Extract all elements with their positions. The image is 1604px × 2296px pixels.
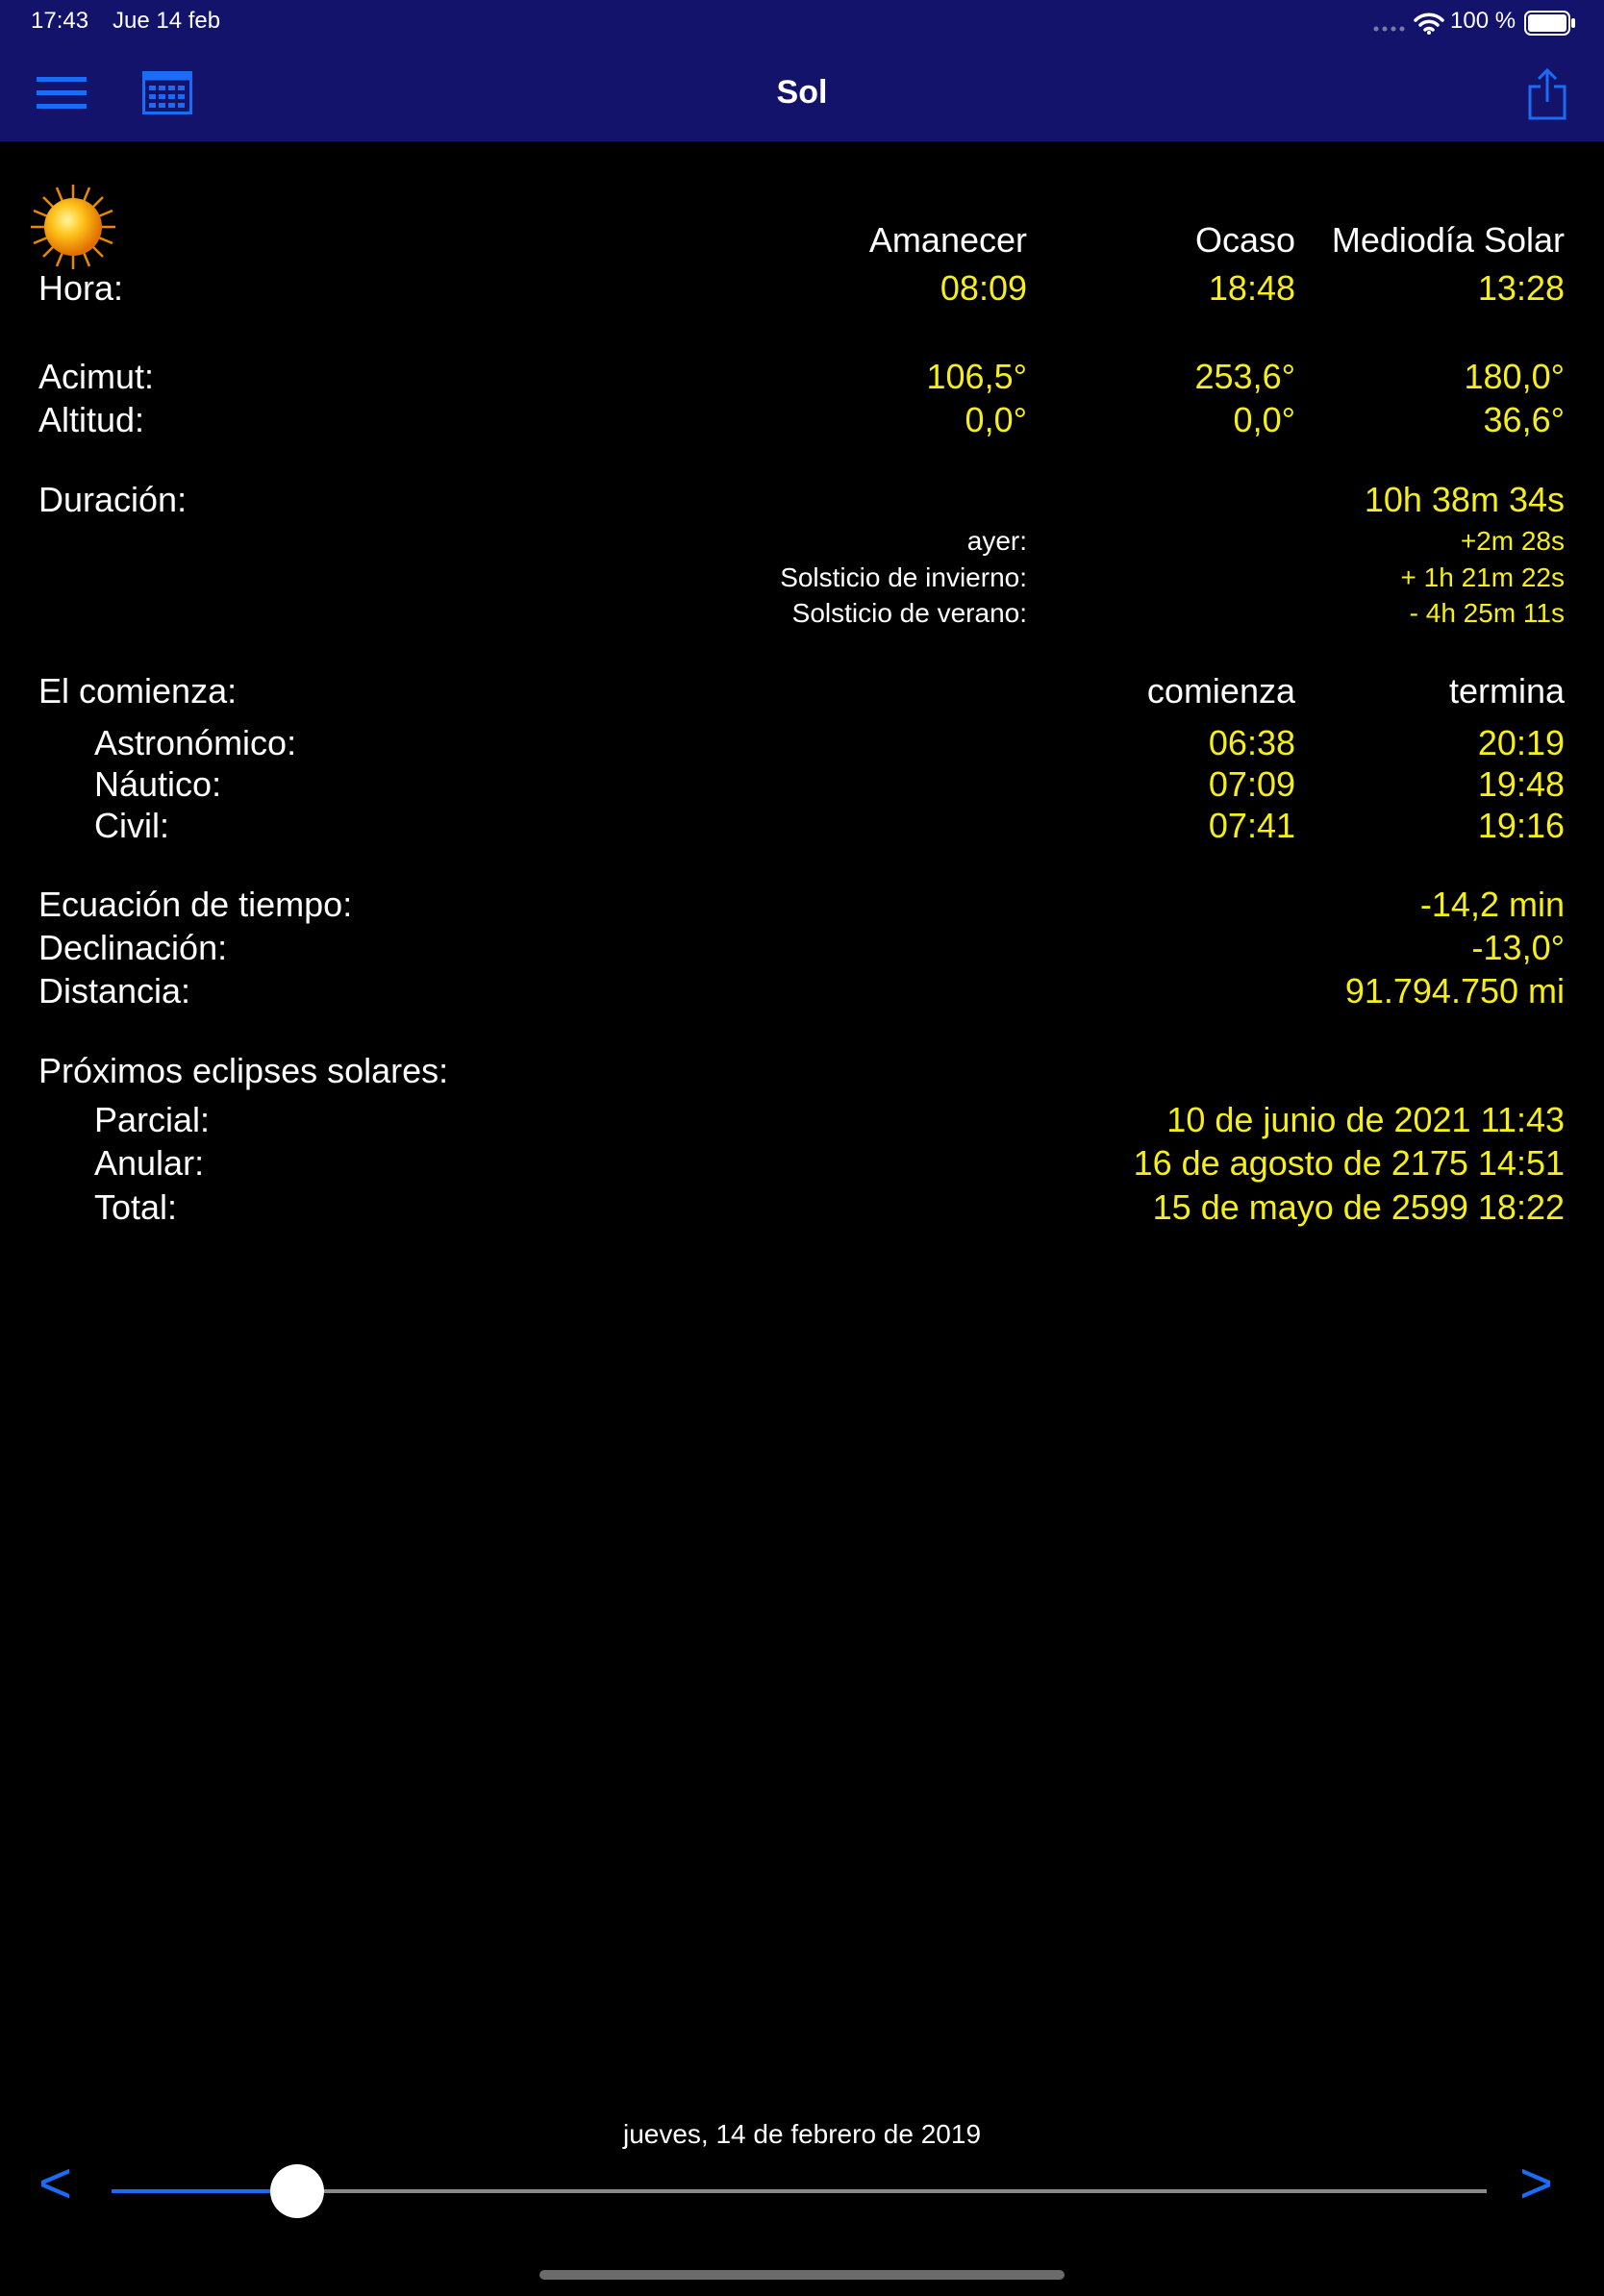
hora-label: Hora:: [38, 268, 124, 308]
duracion-row-value: - 4h 25m 11s: [1409, 598, 1565, 628]
twilight-row-label: Náutico:: [94, 764, 222, 804]
share-button[interactable]: [1527, 67, 1567, 121]
eclipses-label: Próximos eclipses solares:: [38, 1051, 449, 1090]
distance-value: 91.794.750 mi: [1344, 971, 1565, 1011]
previous-day-button[interactable]: <: [38, 2151, 73, 2215]
twilight-row-start: 07:09: [1208, 764, 1295, 804]
declination-label: Declinación:: [38, 928, 228, 967]
next-day-button[interactable]: >: [1519, 2151, 1554, 2215]
selected-date: jueves, 14 de febrero de 2019: [622, 2119, 982, 2149]
altitud-sunset: 0,0°: [1233, 400, 1295, 439]
wifi-icon: [1414, 12, 1444, 35]
column-header-noon: Mediodía Solar: [1331, 220, 1565, 260]
navigation-bar: [0, 0, 1604, 141]
eclipse-row-value: 16 de agosto de 2175 14:51: [1133, 1143, 1565, 1183]
duracion-row-label: Solsticio de invierno:: [780, 562, 1027, 592]
eclipse-row-label: Parcial:: [94, 1100, 211, 1139]
hora-sunset: 18:48: [1208, 268, 1295, 308]
status-date: Jue 14 feb: [113, 8, 221, 34]
equation-of-time-value: -14,2 min: [1419, 885, 1565, 924]
eclipse-row-value: 10 de junio de 2021 11:43: [1166, 1100, 1565, 1139]
duracion-label: Duración:: [38, 480, 188, 519]
duracion-row-label: Solsticio de verano:: [791, 598, 1027, 628]
equation-of-time-label: Ecuación de tiempo:: [38, 885, 353, 924]
altitud-sunrise: 0,0°: [965, 400, 1027, 439]
column-header-sunrise: Amanecer: [868, 220, 1027, 260]
slider-track: [297, 2189, 1487, 2193]
declination-value: -13,0°: [1471, 928, 1565, 967]
eclipse-row-label: Anular:: [94, 1143, 205, 1183]
status-time: 17:43: [31, 8, 89, 34]
eclipse-row-value: 15 de mayo de 2599 18:22: [1152, 1187, 1565, 1227]
hora-sunrise: 08:09: [940, 268, 1027, 308]
altitud-noon: 36,6°: [1483, 400, 1565, 439]
battery-icon: [1524, 11, 1576, 36]
twilight-header-start: comienza: [1146, 671, 1295, 711]
battery-percent: 100 %: [1450, 8, 1516, 34]
duracion-row-value: + 1h 21m 22s: [1400, 562, 1565, 592]
hora-noon: 13:28: [1477, 268, 1565, 308]
acimut-label: Acimut:: [38, 357, 155, 396]
signal-icon: [1372, 25, 1407, 33]
altitud-label: Altitud:: [38, 400, 145, 439]
duracion-row-label: ayer:: [966, 526, 1027, 556]
twilight-row-label: Astronómico:: [94, 723, 297, 762]
eclipse-row-label: Total:: [94, 1187, 178, 1227]
twilight-row-start: 06:38: [1208, 723, 1295, 762]
twilight-row-end: 20:19: [1477, 723, 1565, 762]
share-icon: [1527, 67, 1567, 121]
acimut-sunset: 253,6°: [1194, 357, 1295, 396]
acimut-noon: 180,0°: [1464, 357, 1565, 396]
slider-thumb[interactable]: [270, 2164, 324, 2218]
distance-label: Distancia:: [38, 971, 191, 1011]
duracion-row-value: +2m 28s: [1460, 526, 1565, 556]
twilight-row-label: Civil:: [94, 806, 169, 845]
page-title: Sol: [776, 74, 828, 111]
twilight-row-start: 07:41: [1208, 806, 1295, 845]
twilight-label: El comienza:: [38, 671, 238, 711]
home-indicator: [539, 2270, 1065, 2280]
twilight-header-end: termina: [1448, 671, 1565, 711]
duracion-value: 10h 38m 34s: [1364, 480, 1565, 519]
column-header-sunset: Ocaso: [1194, 220, 1295, 260]
sun-icon: [29, 183, 117, 271]
acimut-sunrise: 106,5°: [926, 357, 1027, 396]
twilight-row-end: 19:16: [1477, 806, 1565, 845]
twilight-row-end: 19:48: [1477, 764, 1565, 804]
